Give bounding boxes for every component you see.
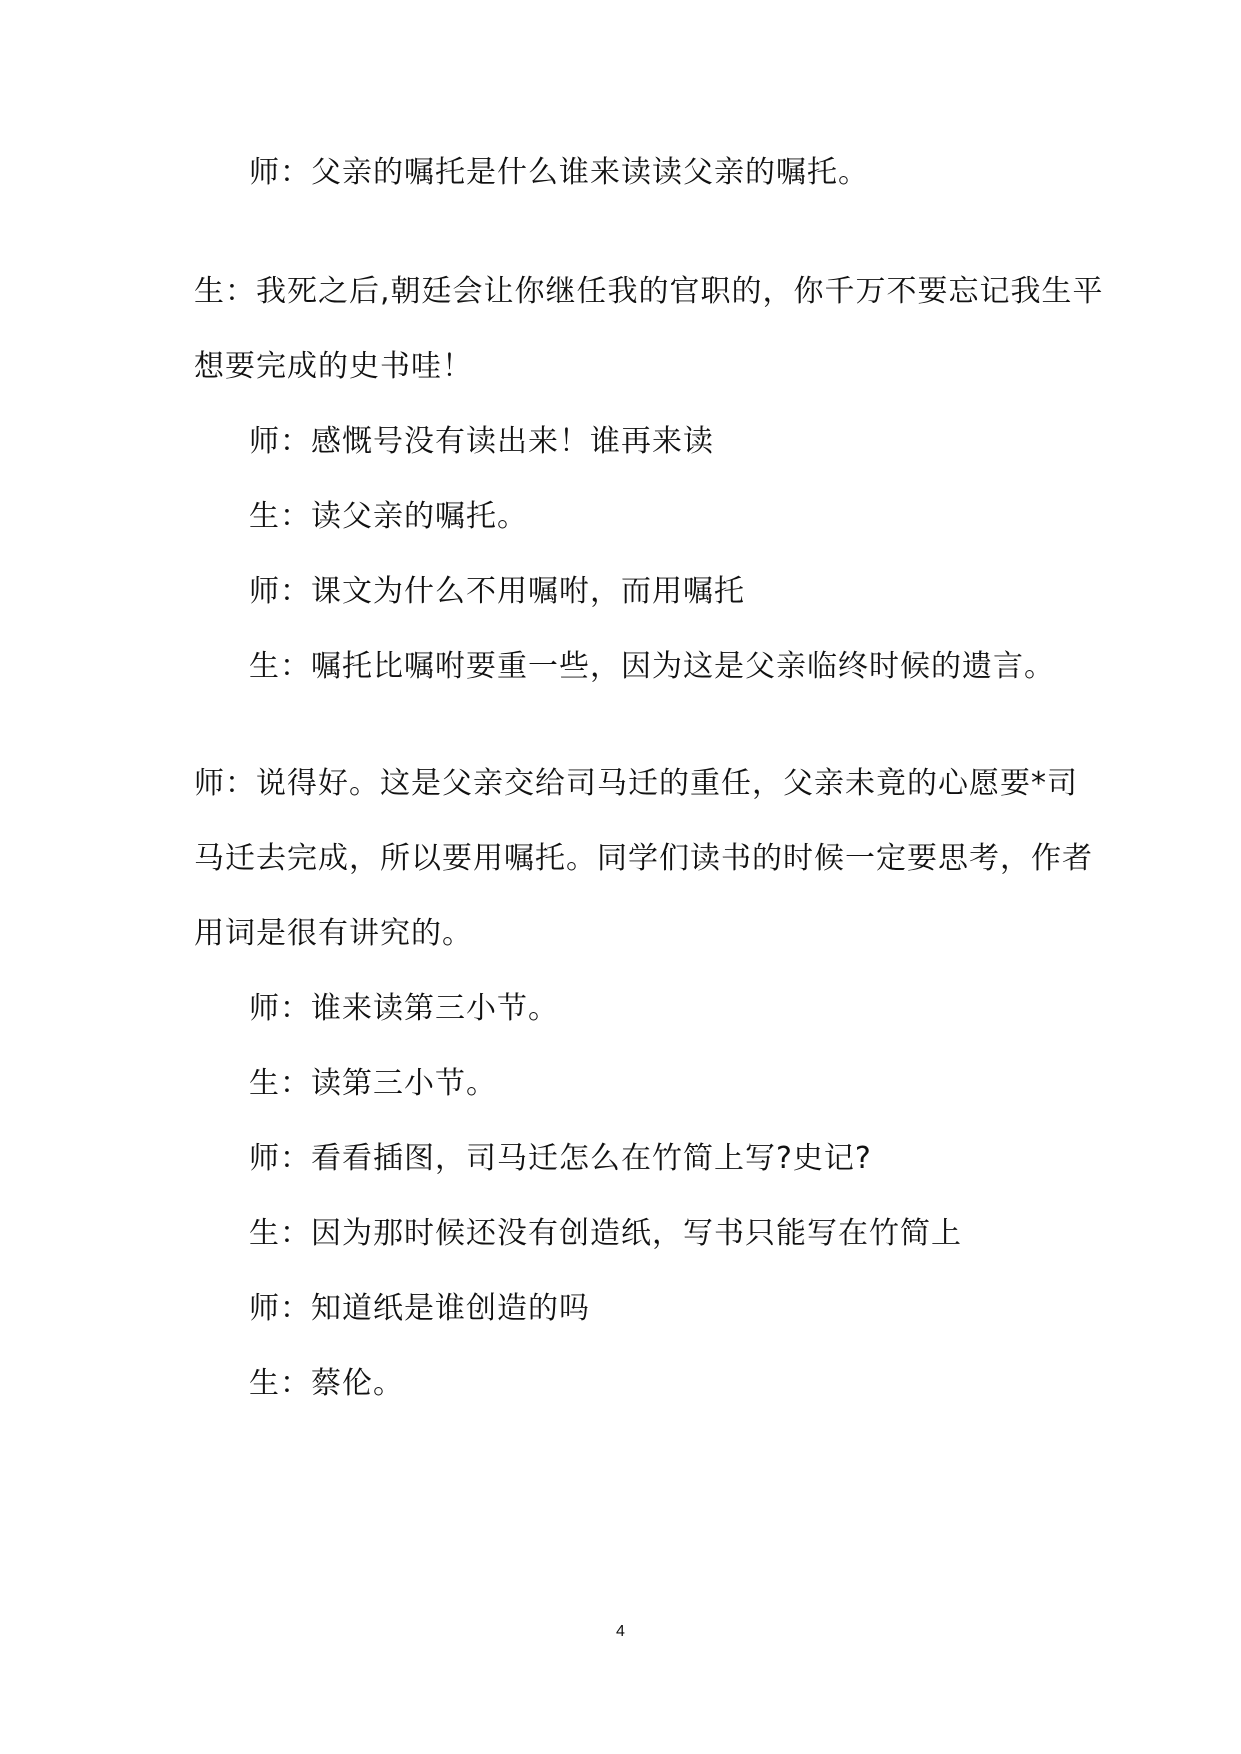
dialogue-line: 师：课文为什么不用嘱咐，而用嘱托 [249, 574, 745, 609]
dialogue-line: 用词是很有讲究的。 [194, 916, 473, 951]
dialogue-line: 生：嘱托比嘱咐要重一些，因为这是父亲临终时候的遗言。 [249, 649, 1055, 684]
dialogue-line: 师：谁来读第三小节。 [249, 991, 559, 1026]
page-number: 4 [616, 1623, 625, 1640]
dialogue-line: 师：说得好。这是父亲交给司马迁的重任，父亲未竟的心愿要*司 [194, 766, 1078, 801]
dialogue-line: 生：读第三小节。 [249, 1066, 497, 1101]
dialogue-line: 生：因为那时候还没有创造纸，写书只能写在竹简上 [249, 1216, 962, 1251]
dialogue-line: 生：读父亲的嘱托。 [249, 499, 528, 534]
dialogue-line: 师：知道纸是谁创造的吗 [249, 1291, 590, 1326]
dialogue-line: 想要完成的史书哇！ [194, 349, 473, 384]
dialogue-line: 师：感慨号没有读出来！谁再来读 [249, 424, 714, 459]
dialogue-line: 生：我死之后,朝廷会让你继任我的官职的，你千万不要忘记我生平 [194, 274, 1104, 309]
dialogue-line: 师：父亲的嘱托是什么谁来读读父亲的嘱托。 [249, 155, 869, 190]
dialogue-line: 师：看看插图，司马迁怎么在竹简上写?史记? [249, 1141, 872, 1176]
dialogue-line: 生：蔡伦。 [249, 1366, 404, 1401]
dialogue-line: 马迁去完成，所以要用嘱托。同学们读书的时候一定要思考，作者 [194, 841, 1093, 876]
